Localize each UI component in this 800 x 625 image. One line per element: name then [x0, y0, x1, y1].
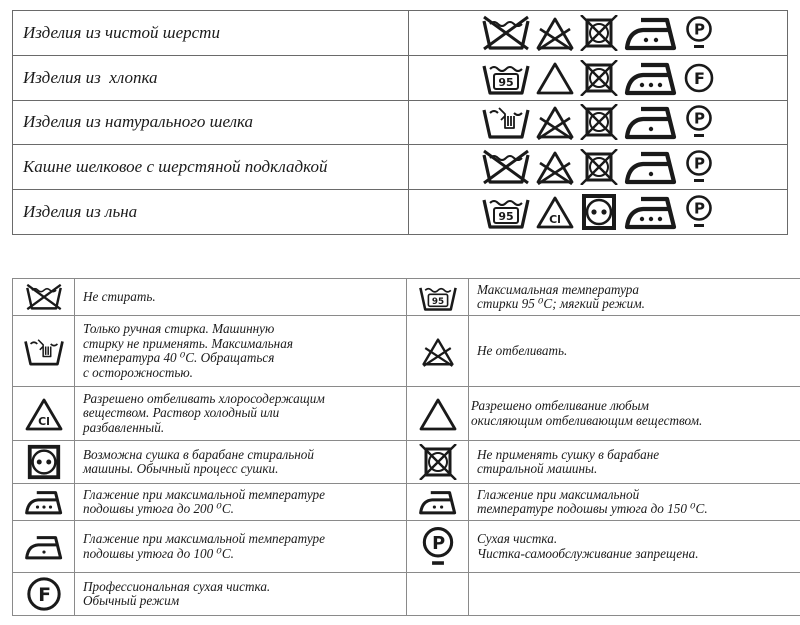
chlorine-bleach-icon — [24, 396, 64, 432]
wash-95-icon — [481, 60, 531, 96]
symbol-description: Только ручная стирка. Машинную стирку не применять. Максимальная температура 40 ⁰С. Обращаться с осторожностью. — [75, 316, 407, 387]
symbol-cell — [13, 316, 75, 387]
table-row — [13, 11, 788, 56]
iron-low-icon — [623, 149, 679, 185]
symbol-description: Сухая чистка. Чистка-самообслуживание запрещена. — [469, 521, 800, 573]
no-bleach-icon — [421, 336, 455, 367]
care-icons-cell — [409, 190, 788, 235]
iron-high-icon — [623, 60, 679, 96]
no-wash-icon — [25, 283, 63, 311]
table-row — [13, 55, 788, 100]
no-tumble-dry-icon — [579, 15, 619, 51]
table-row — [13, 100, 788, 145]
fabric-name: Изделия из хлопка — [13, 55, 409, 100]
table-row — [13, 145, 788, 190]
table-row — [13, 484, 800, 521]
symbol-cell — [13, 441, 75, 484]
symbol-cell — [13, 387, 75, 441]
symbol-description: Разрешено отбеливание любым окисляющим отбеливающим веществом. — [469, 387, 800, 441]
symbol-cell — [13, 279, 75, 316]
no-bleach-icon — [535, 15, 575, 51]
fabric-care-table — [12, 10, 788, 235]
fabric-name: Кашне шелковое с шерстяной подкладкой — [13, 145, 409, 190]
no-tumble-dry-icon — [579, 149, 619, 185]
wash-95-icon — [481, 194, 531, 230]
care-symbol-legend — [12, 278, 800, 616]
dry-clean-p-icon — [683, 104, 715, 140]
wash-95-icon — [418, 283, 458, 312]
hand-wash-icon — [481, 104, 531, 140]
no-tumble-dry-icon — [579, 60, 619, 96]
table-row — [13, 316, 800, 387]
symbol-description: Разрешено отбеливать хлоросодержащим веществом. Раствор холодный или разбавленный. — [75, 387, 407, 441]
symbol-cell — [407, 316, 469, 387]
no-bleach-icon — [535, 104, 575, 140]
table-row — [13, 279, 800, 316]
iron-low-icon — [23, 534, 65, 560]
table-row — [13, 190, 788, 235]
fabric-name: Изделия из чистой шерсти — [13, 11, 409, 56]
symbol-description: Глажение при максимальной температуре подошвы утюга до 100 ⁰С. — [75, 521, 407, 573]
no-bleach-icon — [535, 149, 575, 185]
symbol-description: Возможна сушка в барабане стиральной машины. Обычный процесс сушки. — [75, 441, 407, 484]
iron-medium-icon — [417, 489, 459, 515]
symbol-description: Профессиональная сухая чистка. Обычный режим — [75, 573, 407, 616]
symbol-cell — [407, 484, 469, 521]
care-icons-cell — [409, 145, 788, 190]
table-row — [13, 521, 800, 573]
symbol-cell — [407, 441, 469, 484]
dry-clean-f-icon — [24, 573, 64, 615]
bleach-any-icon — [535, 60, 575, 96]
dry-clean-p-icon — [683, 194, 715, 230]
tumble-dry-normal-icon — [579, 194, 619, 230]
no-wash-icon — [481, 149, 531, 185]
bleach-any-icon — [418, 396, 458, 432]
symbol-description: Не отбеливать. — [469, 316, 800, 387]
empty-symbol-cell — [407, 573, 469, 616]
iron-high-icon — [623, 194, 679, 230]
table-row — [13, 387, 800, 441]
symbol-cell — [13, 484, 75, 521]
iron-high-icon — [23, 489, 65, 515]
symbol-cell — [407, 387, 469, 441]
no-wash-icon — [481, 15, 531, 51]
fabric-name: Изделия из льна — [13, 190, 409, 235]
symbol-cell — [407, 521, 469, 573]
chlorine-bleach-icon — [535, 194, 575, 230]
dry-clean-p-icon — [419, 525, 457, 569]
symbol-description: Максимальная температура стирки 95 ⁰С; мягкий режим. — [469, 279, 800, 316]
care-icons-cell — [409, 100, 788, 145]
fabric-name: Изделия из натурального шелка — [13, 100, 409, 145]
iron-low-icon — [623, 104, 679, 140]
care-icons-cell — [409, 55, 788, 100]
symbol-cell — [407, 279, 469, 316]
dry-clean-p-icon — [683, 149, 715, 185]
iron-medium-icon — [623, 15, 679, 51]
care-icons-cell — [409, 11, 788, 56]
symbol-description: Не стирать. — [75, 279, 407, 316]
symbol-description: Не применять сушку в барабане стиральной машины. — [469, 441, 800, 484]
no-tumble-dry-icon — [579, 104, 619, 140]
hand-wash-icon — [23, 336, 65, 367]
tumble-dry-normal-icon — [25, 444, 63, 480]
symbol-description: Глажение при максимальной температуре подошвы утюга до 200 ⁰С. — [75, 484, 407, 521]
no-tumble-dry-icon — [418, 444, 458, 480]
table-row — [13, 573, 800, 616]
dry-clean-p-icon — [683, 15, 715, 51]
empty-description-cell — [469, 573, 800, 616]
symbol-cell — [13, 521, 75, 573]
dry-clean-f-icon — [683, 60, 715, 96]
symbol-cell — [13, 573, 75, 616]
symbol-description: Глажение при максимальной температуре подошвы утюга до 150 ⁰С. — [469, 484, 800, 521]
table-row — [13, 441, 800, 484]
